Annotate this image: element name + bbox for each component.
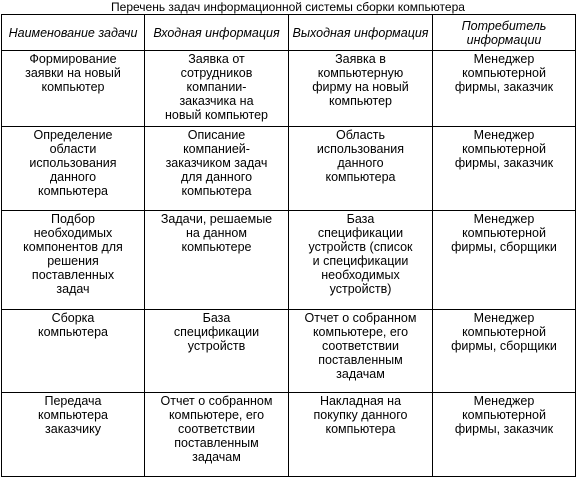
cell-task: Подбор необходимых компонентов для решения поставленных задач <box>2 211 145 310</box>
cell-output: Накладная на покупку данного компьютера <box>289 393 433 477</box>
header-output-info: Выходная информация <box>289 15 433 51</box>
header-row <box>2 15 576 51</box>
table-row <box>2 127 576 211</box>
cell-consumer: Менеджер компьютерной фирмы, заказчик <box>433 51 576 127</box>
table-row <box>2 211 576 310</box>
cell-input: Описание компанией- заказчиком задач для данного компьютера <box>145 127 289 211</box>
cell-consumer: Менеджер компьютерной фирмы, сборщики <box>433 310 576 393</box>
cell-output: Заявка в компьютерную фирму на новый компьютер <box>289 51 433 127</box>
cell-input: Задачи, решаемые на данном компьютере <box>145 211 289 310</box>
table-row <box>2 310 576 393</box>
cell-task: Определение области использования данного компьютера <box>2 127 145 211</box>
cell-output: База спецификации устройств (список и спецификации необходимых устройств) <box>289 211 433 310</box>
table-caption: Перечень задач информационной системы сборки компьютера <box>111 0 465 14</box>
header-input-info: Входная информация <box>145 15 289 51</box>
cell-consumer: Менеджер компьютерной фирмы, сборщики <box>433 211 576 310</box>
task-table <box>1 14 576 477</box>
header-task-name: Наименование задачи <box>2 15 145 51</box>
cell-task: Формирование заявки на новый компьютер <box>2 51 145 127</box>
header-consumer: Потребитель информации <box>433 15 576 51</box>
cell-input: База спецификации устройств <box>145 310 289 393</box>
cell-task: Передача компьютера заказчику <box>2 393 145 477</box>
cell-task: Сборка компьютера <box>2 310 145 393</box>
cell-input: Отчет о собранном компьютере, его соответствии поставленным задачам <box>145 393 289 477</box>
table-row <box>2 51 576 127</box>
cell-consumer: Менеджер компьютерной фирмы, заказчик <box>433 127 576 211</box>
table-row <box>2 393 576 477</box>
cell-consumer: Менеджер компьютерной фирмы, заказчик <box>433 393 576 477</box>
cell-output: Отчет о собранном компьютере, его соответствии поставленным задачам <box>289 310 433 393</box>
cell-input: Заявка от сотрудников компании- заказчика на новый компьютер <box>145 51 289 127</box>
cell-output: Область использования данного компьютера <box>289 127 433 211</box>
